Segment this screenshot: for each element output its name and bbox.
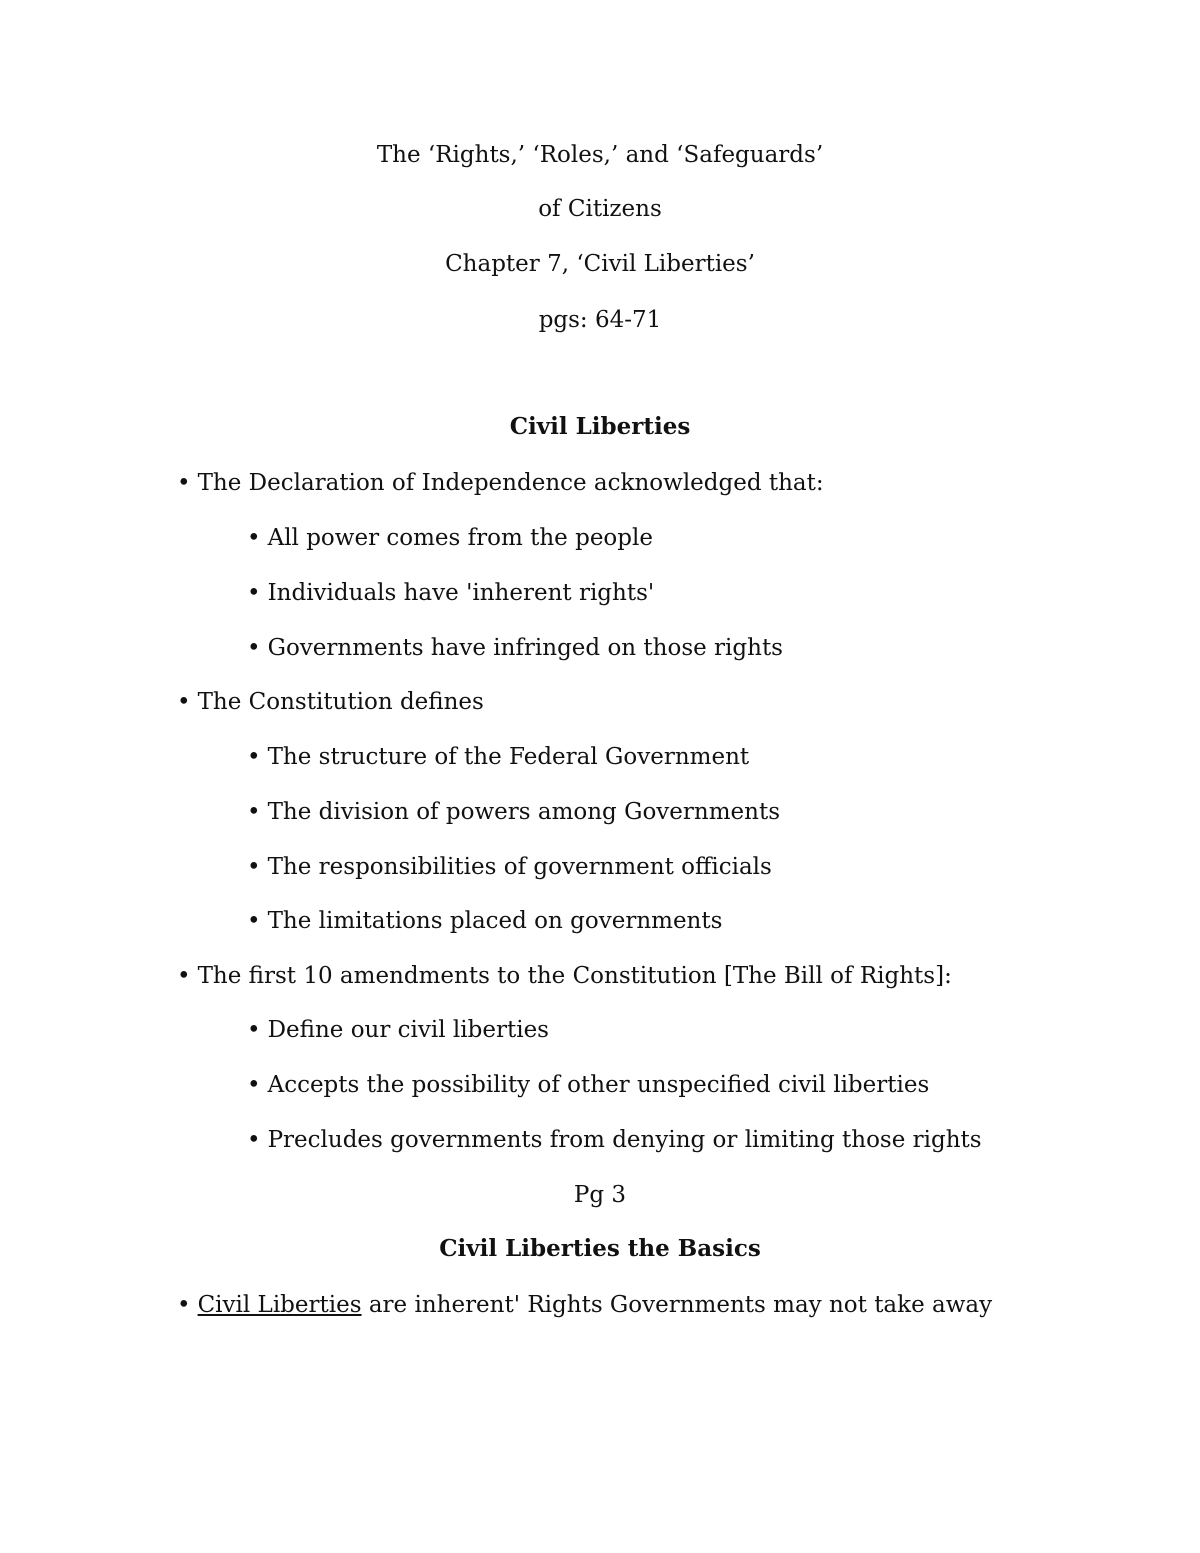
bullet-icon: • xyxy=(247,744,261,770)
list-item-text: The structure of the Federal Government xyxy=(267,744,750,770)
list-item xyxy=(177,962,952,990)
bullet-icon: • xyxy=(247,525,261,551)
section-heading-civil-liberties: Civil Liberties xyxy=(509,413,691,440)
bullet-icon: • xyxy=(247,1127,261,1153)
bullet-icon: • xyxy=(247,1017,261,1043)
list-item-text: Define our civil liberties xyxy=(267,1017,549,1043)
list-item-text: Precludes governments from denying or limiting those rights xyxy=(267,1127,982,1153)
bullet-icon: • xyxy=(247,580,261,606)
bullet-icon: • xyxy=(247,1072,261,1098)
bullet-icon: • xyxy=(177,963,191,989)
list-item xyxy=(247,524,653,552)
underlined-term: Civil Liberties xyxy=(197,1292,362,1318)
list-item xyxy=(177,469,824,497)
list-item-text: are inherent' Rights Governments may not take away xyxy=(361,1292,993,1318)
bullet-icon: • xyxy=(247,799,261,825)
page-number-label: Pg 3 xyxy=(573,1182,627,1208)
section-heading-basics: Civil Liberties the Basics xyxy=(439,1235,761,1262)
list-item-text: The first 10 amendments to the Constitution [The Bill of Rights]: xyxy=(197,963,952,989)
list-item-text: The responsibilities of government officials xyxy=(267,854,772,880)
list-item xyxy=(247,853,772,881)
chapter-label: Chapter 7, ‘Civil Liberties’ xyxy=(445,251,755,277)
list-item-text: The Constitution defines xyxy=(197,689,484,715)
list-item-text: Individuals have 'inherent rights' xyxy=(267,580,655,606)
bullet-icon: • xyxy=(247,635,261,661)
doc-title-line2: of Citizens xyxy=(538,196,662,222)
list-item xyxy=(247,1071,929,1099)
page-range: pgs: 64-71 xyxy=(538,307,662,333)
bullet-icon: • xyxy=(177,1292,191,1318)
list-item xyxy=(247,579,654,607)
list-item-text: The division of powers among Governments xyxy=(267,799,780,825)
list-item-text: Accepts the possibility of other unspecified civil liberties xyxy=(267,1072,930,1098)
doc-title-line1: The ‘Rights,’ ‘Roles,’ and ‘Safeguards’ xyxy=(376,142,824,168)
list-item xyxy=(247,743,749,771)
bullet-icon: • xyxy=(247,908,261,934)
list-item xyxy=(177,688,484,716)
bullet-icon: • xyxy=(177,470,191,496)
list-item-text: Governments have infringed on those rights xyxy=(267,635,783,661)
list-item xyxy=(247,634,783,662)
list-item xyxy=(247,1126,982,1154)
list-item-text: The Declaration of Independence acknowledged that: xyxy=(197,470,824,496)
list-item-text: All power comes from the people xyxy=(267,525,653,551)
list-item xyxy=(247,1016,549,1044)
list-item-text: The limitations placed on governments xyxy=(267,908,723,934)
list-item xyxy=(247,798,780,826)
bullet-icon: • xyxy=(247,854,261,880)
list-item xyxy=(177,1291,992,1319)
bullet-icon: • xyxy=(177,689,191,715)
list-item xyxy=(247,907,722,935)
